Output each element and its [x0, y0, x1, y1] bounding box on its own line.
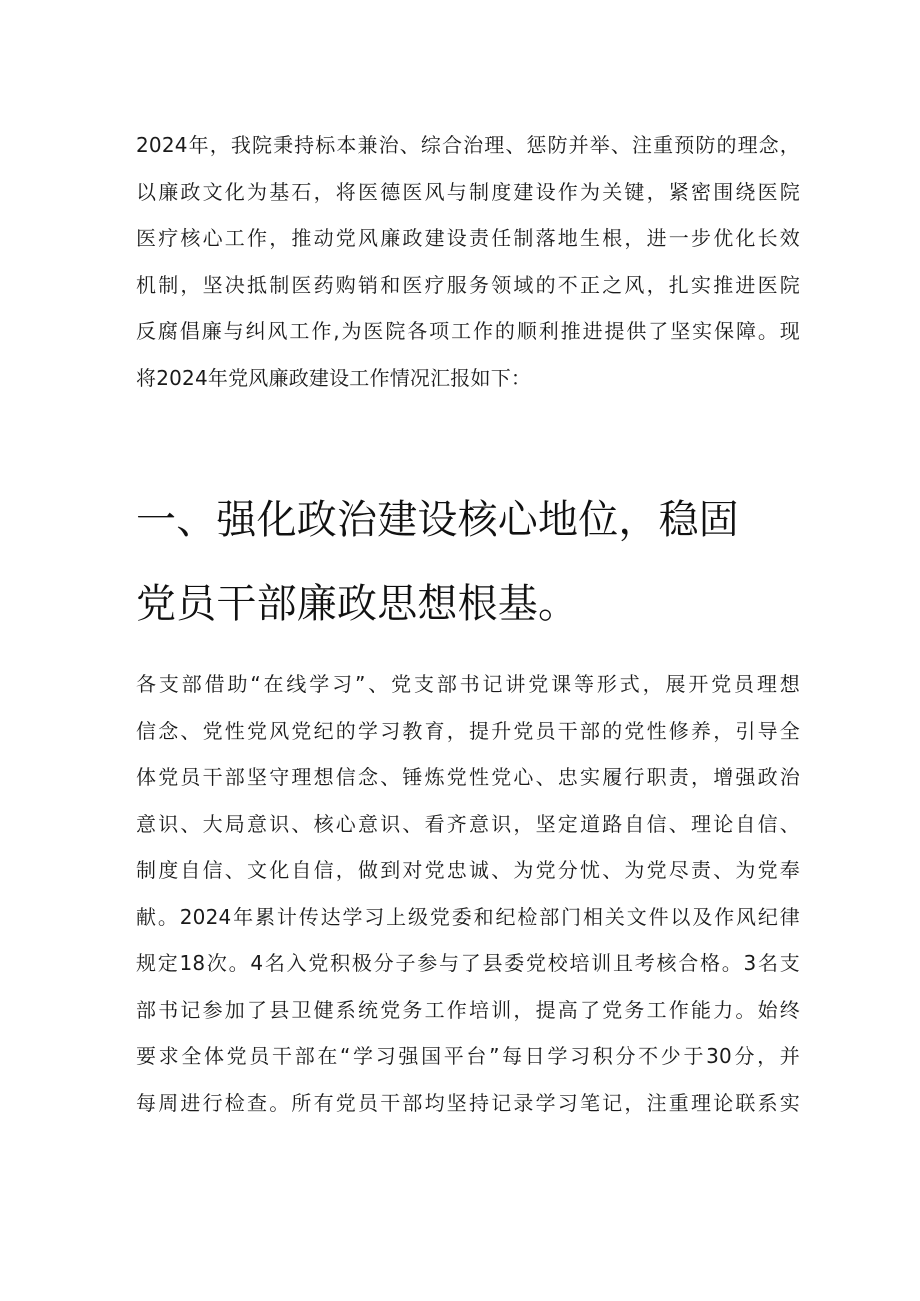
intro-line: 2024年，我院秉持标本兼治、综合治理、惩防并举、注重预防的理念，	[136, 133, 800, 157]
body-line: 体党员干部坚守理想信念、锤炼党性党心、忠实履行职责，增强政治	[136, 765, 800, 789]
intro-paragraph	[136, 122, 800, 401]
body-line: 信念、党性党风党纪的学习教育，提升党员干部的党性修养，引导全	[136, 718, 800, 743]
body-line: 制度自信、文化自信，做到对党忠诚、为党分忧、为党尽责、为党奉	[136, 858, 800, 882]
intro-line: 医疗核心工作，推动党风廉政建设责任制落地生根，进一步优化长效	[136, 226, 800, 250]
section-body-paragraph	[136, 661, 800, 1126]
body-line: 每周进行检查。所有党员干部均坚持记录学习笔记，注重理论联系实	[136, 1090, 800, 1115]
body-line: 要求全体党员干部在“学习强国平台”每日学习积分不少于30分，并	[136, 1044, 800, 1068]
intro-line: 机制，坚决抵制医药购销和医疗服务领域的不正之风，扎实推进医院	[136, 272, 800, 297]
section-heading	[136, 478, 800, 646]
body-line: 部书记参加了县卫健系统党务工作培训，提高了党务工作能力。始终	[136, 997, 800, 1022]
body-line: 各支部借助“在线学习”、党支部书记讲党课等形式，展开党员理想	[136, 672, 800, 696]
body-line: 献。2024年累计传达学习上级党委和纪检部门相关文件以及作风纪律	[136, 904, 800, 929]
section-heading-line: 党员干部廉政思想根基。	[136, 581, 579, 627]
intro-line: 反腐倡廉与纠风工作,为医院各项工作的顺利推进提供了坚实保障。现	[136, 319, 800, 343]
section-heading-line: 一、强化政治建设核心地位，稳固	[136, 497, 739, 543]
intro-line: 将2024年党风廉政建设工作情况汇报如下：	[136, 365, 532, 390]
body-line: 意识、大局意识、核心意识、看齐意识，坚定道路自信、理论自信、	[136, 811, 800, 836]
body-line: 规定18次。4名入党积极分子参与了县委党校培训且考核合格。3名支	[136, 951, 800, 975]
intro-line: 以廉政文化为基石，将医德医风与制度建设作为关键，紧密围绕医院	[136, 179, 800, 204]
